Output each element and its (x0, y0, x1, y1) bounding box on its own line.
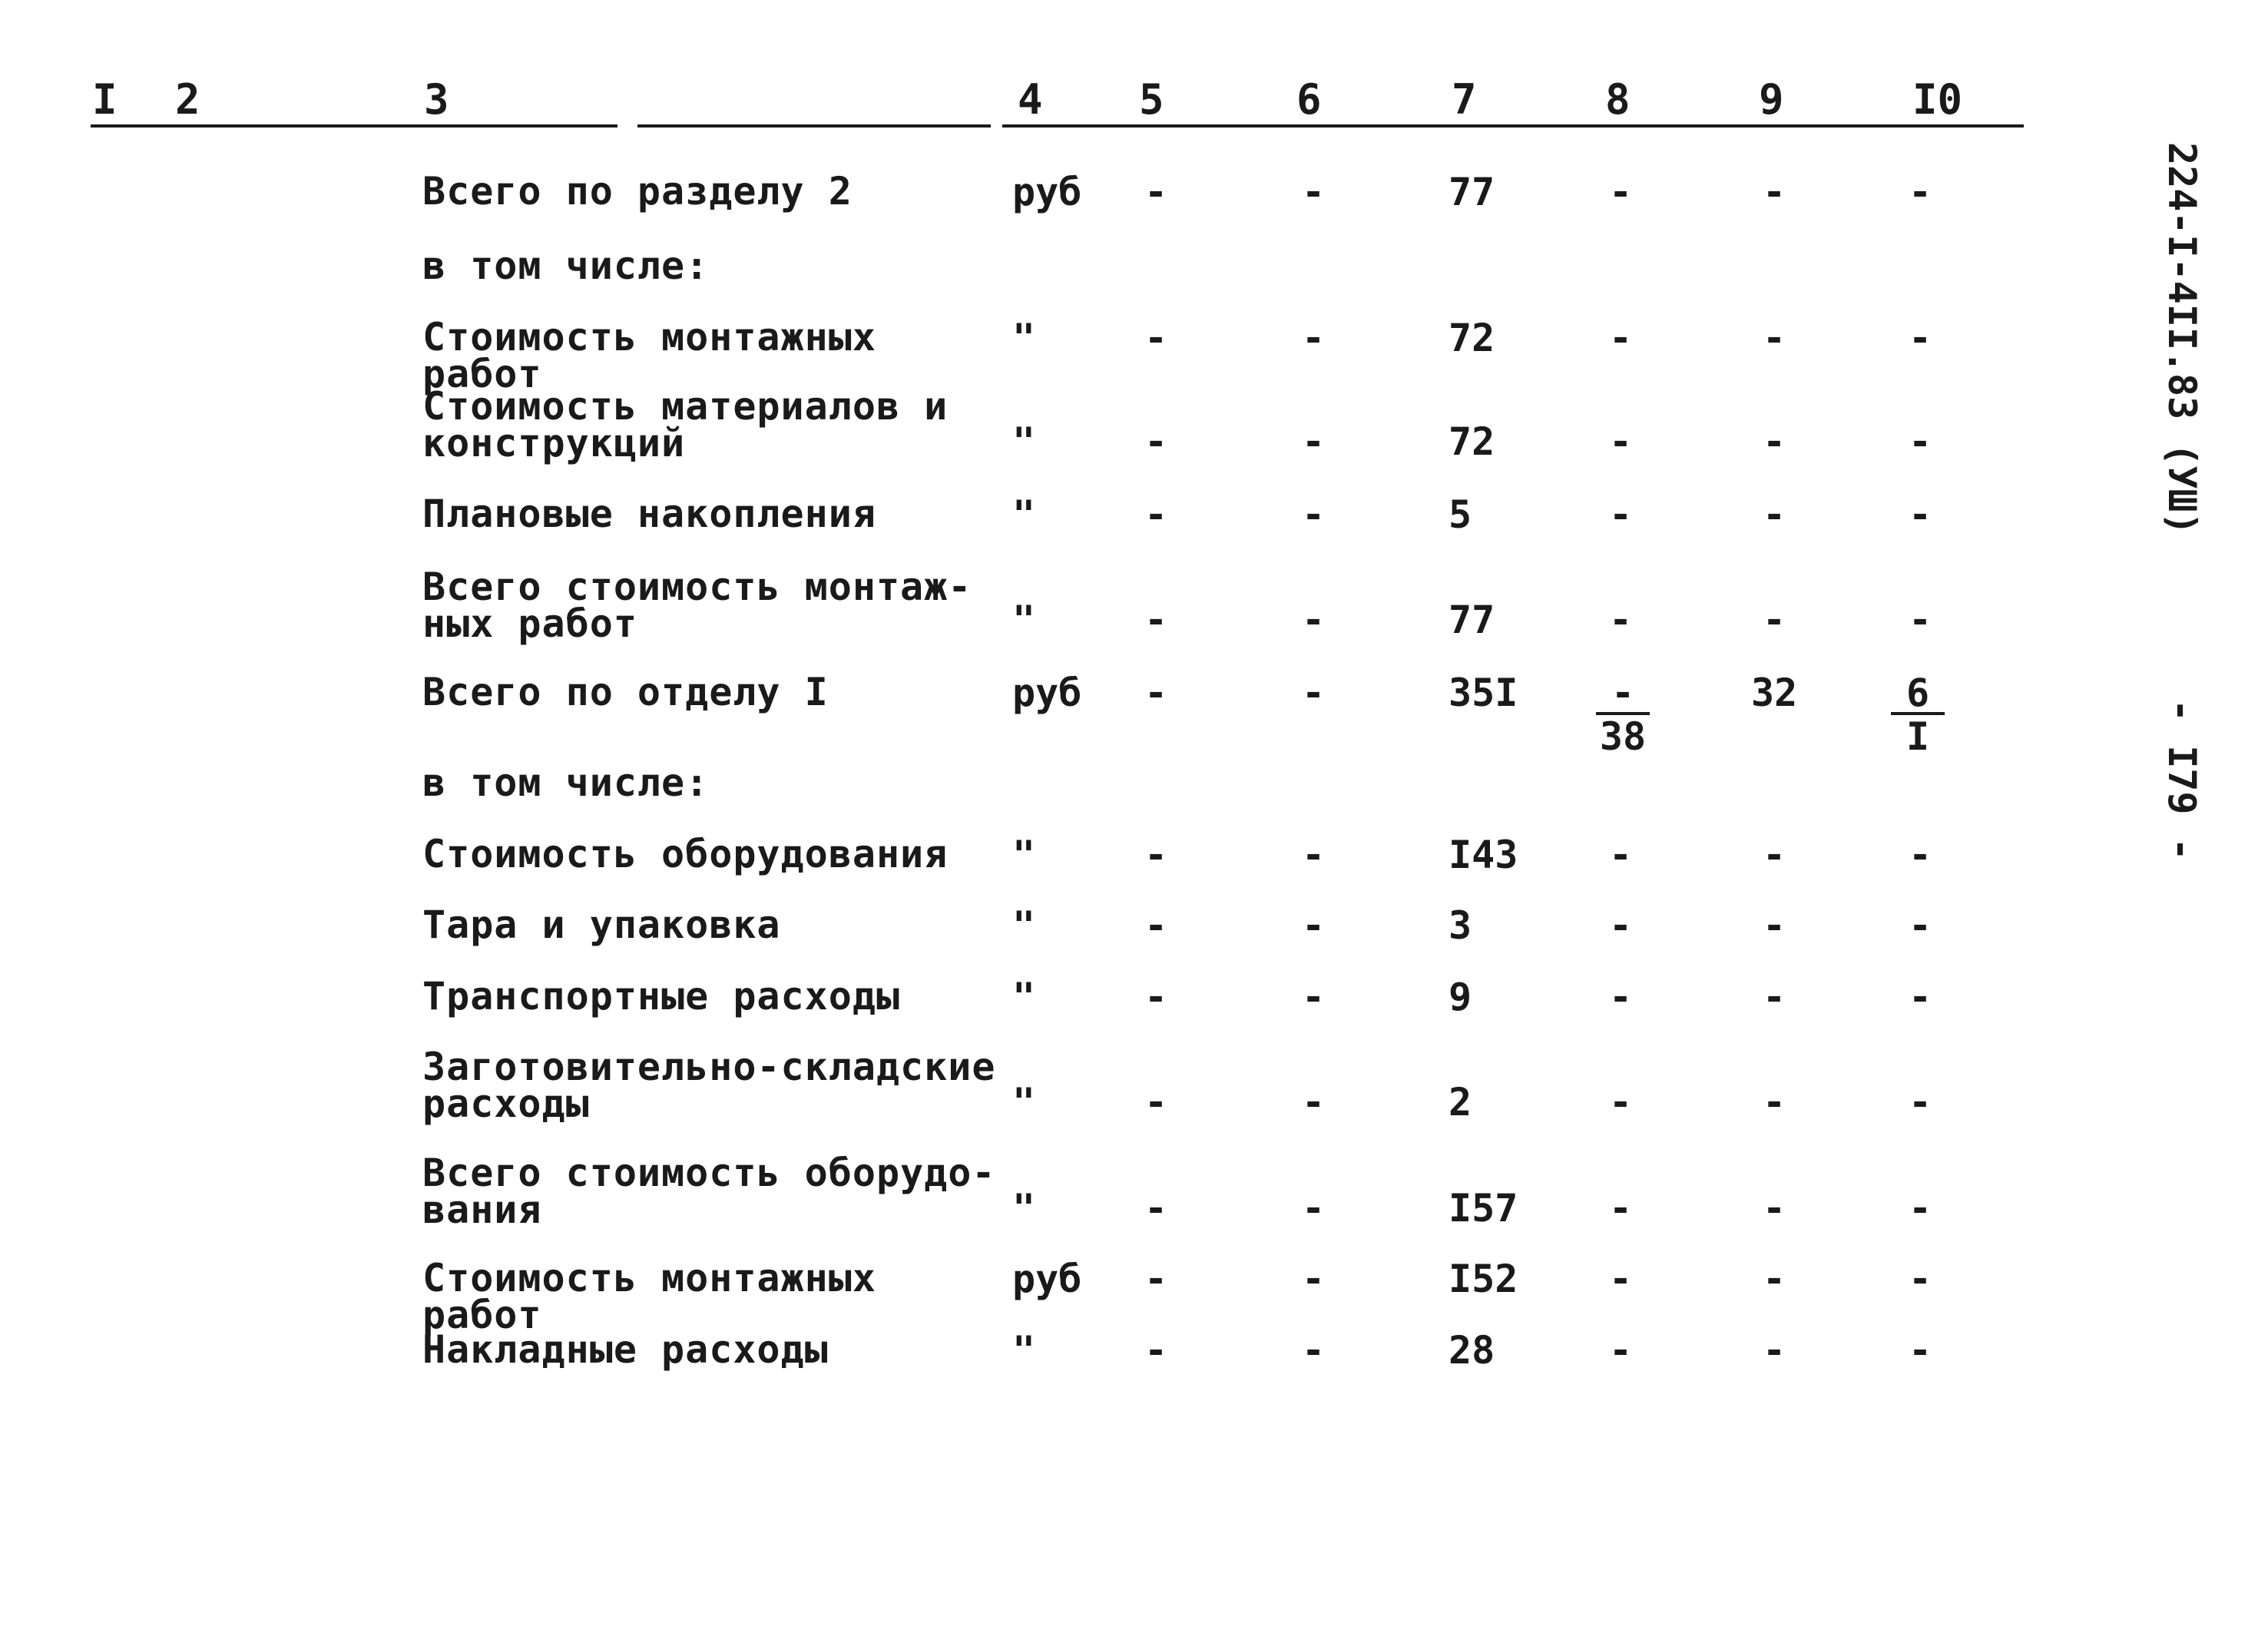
row-col-8: - (1608, 975, 1633, 1019)
row-col-8: - (1608, 833, 1633, 877)
fraction-denominator: I (1905, 714, 1930, 759)
row-name: Накладные расходы (422, 1327, 829, 1372)
header-rule (637, 124, 991, 128)
row-col-5: - (1144, 1080, 1168, 1125)
page-number: - I79 - (2160, 699, 2204, 861)
row-col-7: I52 (1449, 1257, 1518, 1301)
row-unit: " (1012, 1328, 1036, 1373)
row-col-8: - (1608, 316, 1633, 360)
header-col-4: 4 (1018, 75, 1043, 124)
header-col-1: I (92, 75, 118, 124)
row-col-10: - (1908, 1080, 1932, 1125)
row-name: Всего по отделу I (422, 670, 829, 714)
row-unit: " (1012, 903, 1036, 948)
header-rule (91, 124, 617, 128)
row-col-8: - (1608, 1080, 1633, 1125)
row-col-6: - (1301, 492, 1326, 537)
header-col-8: 8 (1605, 75, 1631, 124)
row-col-8: - (1608, 1186, 1633, 1231)
row-unit: " (1012, 833, 1036, 877)
row-col-10: - (1908, 492, 1932, 537)
row-col-9: - (1762, 1186, 1786, 1231)
row-col-9: - (1762, 316, 1786, 360)
row-col-7: 2 (1449, 1080, 1472, 1125)
header-rule (1002, 124, 2024, 128)
row-name: Стоимость монтажных работ (422, 315, 876, 396)
row-col-6: - (1301, 671, 1326, 715)
row-col-5: - (1144, 170, 1168, 214)
row-unit: " (1012, 1080, 1036, 1125)
row-unit: " (1012, 419, 1036, 464)
row-col-8: - (1608, 1257, 1633, 1301)
row-unit: " (1012, 316, 1036, 360)
row-unit: руб (1012, 1257, 1082, 1301)
row-col-9: - (1762, 419, 1786, 464)
row-name: Всего стоимость монтаж- ных работ (422, 565, 972, 646)
row-col-8: - (1608, 419, 1633, 464)
row-col-10: - (1908, 170, 1932, 214)
row-col-6: - (1301, 975, 1326, 1019)
row-col-9: - (1762, 1080, 1786, 1125)
row-col-8-fraction (1596, 671, 1650, 759)
row-col-5: - (1144, 1328, 1168, 1373)
document-code: 224-I-4II.83 (УШ) (2160, 142, 2204, 535)
row-col-6: - (1301, 598, 1326, 642)
row-col-7: 72 (1449, 316, 1495, 360)
row-name: Заготовительно-складские расходы (422, 1045, 996, 1126)
row-col-6: - (1301, 1080, 1326, 1125)
header-col-3: 3 (424, 75, 449, 124)
row-unit: " (1012, 598, 1036, 642)
row-col-5: - (1144, 492, 1168, 537)
row-col-10: - (1908, 1186, 1932, 1231)
row-col-6: - (1301, 1186, 1326, 1231)
row-col-8: - (1608, 492, 1633, 537)
row-col-9: - (1762, 598, 1786, 642)
row-col-9: - (1762, 1328, 1786, 1373)
fraction-denominator: 38 (1599, 714, 1647, 759)
header-col-5: 5 (1139, 75, 1164, 124)
row-col-9: - (1762, 1257, 1786, 1301)
row-col-7: 3 (1449, 903, 1472, 948)
row-col-7: 77 (1449, 598, 1495, 642)
row-col-7: 35I (1449, 671, 1518, 715)
row-col-8: - (1608, 1328, 1633, 1373)
row-name: Всего стоимость оборудо- вания (422, 1151, 996, 1232)
row-unit: руб (1012, 170, 1082, 214)
row-col-5: - (1144, 1186, 1168, 1231)
row-name: Стоимость материалов и конструкций (422, 384, 949, 465)
header-col-6: 6 (1296, 75, 1322, 124)
row-col-5: - (1144, 419, 1168, 464)
row-col-10: - (1908, 1257, 1932, 1301)
row-unit: " (1012, 1186, 1036, 1231)
row-col-10: - (1908, 975, 1932, 1019)
row-col-7: 5 (1449, 492, 1472, 537)
header-col-2: 2 (175, 75, 200, 124)
row-col-5: - (1144, 1257, 1168, 1301)
row-col-9: - (1762, 975, 1786, 1019)
row-col-6: - (1301, 170, 1326, 214)
row-col-7: I43 (1449, 833, 1518, 877)
row-col-10: - (1908, 419, 1932, 464)
row-col-9: - (1762, 903, 1786, 948)
fraction-numerator: - (1596, 674, 1650, 715)
row-col-5: - (1144, 975, 1168, 1019)
fraction-numerator: 6 (1891, 674, 1945, 715)
row-col-7: I57 (1449, 1186, 1518, 1231)
row-col-9: - (1762, 492, 1786, 537)
row-col-10-fraction (1891, 671, 1945, 759)
row-col-7: 72 (1449, 419, 1495, 464)
row-col-9: - (1762, 833, 1786, 877)
row-col-7: 28 (1449, 1328, 1495, 1373)
row-col-8: - (1608, 598, 1633, 642)
header-col-10: I0 (1912, 75, 1963, 124)
row-name: Стоимость монтажных работ (422, 1256, 876, 1337)
row-name: в том числе: (422, 243, 710, 288)
row-col-5: - (1144, 671, 1168, 715)
row-col-10: - (1908, 316, 1932, 360)
row-col-7: 9 (1449, 975, 1472, 1019)
row-col-8: - (1608, 903, 1633, 948)
row-name: Транспортные расходы (422, 974, 901, 1019)
row-col-6: - (1301, 903, 1326, 948)
row-col-6: - (1301, 316, 1326, 360)
row-col-8: - (1608, 170, 1633, 214)
header-col-7: 7 (1452, 75, 1477, 124)
header-col-9: 9 (1759, 75, 1784, 124)
row-col-9: - (1762, 170, 1786, 214)
row-col-5: - (1144, 903, 1168, 948)
row-name: Плановые накопления (422, 492, 876, 536)
row-col-5: - (1144, 316, 1168, 360)
row-col-7: 77 (1449, 170, 1495, 214)
row-col-10: - (1908, 1328, 1932, 1373)
row-col-5: - (1144, 833, 1168, 877)
row-col-10: - (1908, 903, 1932, 948)
row-unit: " (1012, 492, 1036, 537)
row-col-6: - (1301, 419, 1326, 464)
row-unit: руб (1012, 671, 1082, 715)
row-col-6: - (1301, 833, 1326, 877)
row-col-10: - (1908, 833, 1932, 877)
row-col-6: - (1301, 1257, 1326, 1301)
row-name: Тара и упаковка (422, 903, 781, 947)
row-unit: " (1012, 975, 1036, 1019)
row-col-9: 32 (1751, 671, 1798, 715)
row-col-10: - (1908, 598, 1932, 642)
row-name: Стоимость оборудования (422, 832, 949, 876)
row-col-6: - (1301, 1328, 1326, 1373)
row-name: Всего по разделу 2 (422, 169, 853, 214)
row-col-5: - (1144, 598, 1168, 642)
row-name: в том числе: (422, 760, 710, 805)
